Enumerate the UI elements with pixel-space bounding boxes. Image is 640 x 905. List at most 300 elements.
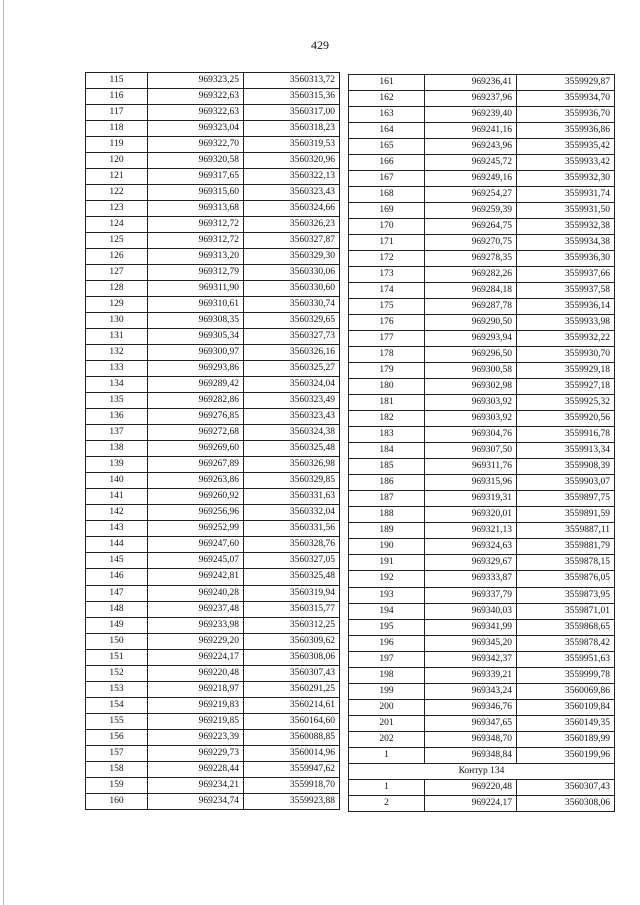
table-row <box>86 169 340 185</box>
x-coordinate-cell: 969303,92 <box>425 395 517 411</box>
x-coordinate-cell: 969254,27 <box>425 187 517 203</box>
point-number-cell: 146 <box>86 569 148 585</box>
table-row <box>86 441 340 457</box>
x-coordinate-cell: 969293,94 <box>425 331 517 347</box>
y-coordinate-cell: 3559925,32 <box>517 395 615 411</box>
y-coordinate-cell: 3560312,25 <box>244 617 340 633</box>
point-number-cell: 125 <box>86 233 148 249</box>
point-number-cell: 202 <box>349 731 425 747</box>
x-coordinate-cell: 969247,60 <box>148 537 244 553</box>
x-coordinate-cell: 969348,84 <box>425 747 517 763</box>
y-coordinate-cell: 3559999,78 <box>517 667 615 683</box>
y-coordinate-cell: 3560323,49 <box>244 393 340 409</box>
table-row <box>86 361 340 377</box>
x-coordinate-cell: 969311,90 <box>148 281 244 297</box>
point-number-cell: 122 <box>86 185 148 201</box>
table-row <box>86 105 340 121</box>
point-number-cell: 160 <box>86 793 148 809</box>
point-number-cell: 183 <box>349 427 425 443</box>
x-coordinate-cell: 969282,86 <box>148 393 244 409</box>
y-coordinate-cell: 3560325,48 <box>244 441 340 457</box>
point-number-cell: 152 <box>86 665 148 681</box>
table-row <box>349 267 615 283</box>
point-number-cell: 159 <box>86 777 148 793</box>
point-number-cell: 141 <box>86 489 148 505</box>
table-row <box>86 617 340 633</box>
table-row <box>86 649 340 665</box>
point-number-cell: 167 <box>349 171 425 187</box>
x-coordinate-cell: 969278,35 <box>425 251 517 267</box>
point-number-cell: 123 <box>86 201 148 217</box>
contour-label: Контур 134 <box>349 763 615 779</box>
x-coordinate-cell: 969322,63 <box>148 105 244 121</box>
point-number-cell: 165 <box>349 139 425 155</box>
x-coordinate-cell: 969237,96 <box>425 91 517 107</box>
x-coordinate-cell: 969229,73 <box>148 745 244 761</box>
table-row <box>349 411 615 427</box>
x-coordinate-cell: 969233,98 <box>148 617 244 633</box>
point-number-cell: 194 <box>349 603 425 619</box>
x-coordinate-cell: 969240,28 <box>148 585 244 601</box>
point-number-cell: 198 <box>349 667 425 683</box>
table-row <box>349 603 615 619</box>
point-number-cell: 166 <box>349 155 425 171</box>
x-coordinate-cell: 969324,63 <box>425 539 517 555</box>
y-coordinate-cell: 3560319,94 <box>244 585 340 601</box>
point-number-cell: 176 <box>349 315 425 331</box>
point-number-cell: 121 <box>86 169 148 185</box>
point-number-cell: 116 <box>86 89 148 105</box>
point-number-cell: 177 <box>349 331 425 347</box>
point-number-cell: 169 <box>349 203 425 219</box>
x-coordinate-cell: 969317,65 <box>148 169 244 185</box>
table-row <box>349 187 615 203</box>
point-number-cell: 131 <box>86 329 148 345</box>
x-coordinate-cell: 969319,31 <box>425 491 517 507</box>
coordinates-table-right-body <box>349 75 615 812</box>
y-coordinate-cell: 3559931,74 <box>517 187 615 203</box>
y-coordinate-cell: 3560332,04 <box>244 505 340 521</box>
y-coordinate-cell: 3560324,38 <box>244 425 340 441</box>
point-number-cell: 182 <box>349 411 425 427</box>
x-coordinate-cell: 969219,83 <box>148 697 244 713</box>
x-coordinate-cell: 969287,78 <box>425 299 517 315</box>
x-coordinate-cell: 969290,50 <box>425 315 517 331</box>
x-coordinate-cell: 969339,21 <box>425 667 517 683</box>
table-row <box>349 379 615 395</box>
point-number-cell: 178 <box>349 347 425 363</box>
y-coordinate-cell: 3560326,98 <box>244 457 340 473</box>
table-row <box>349 427 615 443</box>
y-coordinate-cell: 3560199,96 <box>517 747 615 763</box>
x-coordinate-cell: 969241,16 <box>425 123 517 139</box>
table-row <box>349 139 615 155</box>
point-number-cell: 157 <box>86 745 148 761</box>
x-coordinate-cell: 969296,50 <box>425 347 517 363</box>
point-number-cell: 191 <box>349 555 425 571</box>
y-coordinate-cell: 3560318,23 <box>244 121 340 137</box>
table-row <box>86 233 340 249</box>
y-coordinate-cell: 3560014,96 <box>244 745 340 761</box>
y-coordinate-cell: 3559936,86 <box>517 123 615 139</box>
point-number-cell: 138 <box>86 441 148 457</box>
table-row <box>349 571 615 587</box>
table-row <box>349 347 615 363</box>
y-coordinate-cell: 3559932,22 <box>517 331 615 347</box>
x-coordinate-cell: 969343,24 <box>425 683 517 699</box>
table-row <box>86 697 340 713</box>
x-coordinate-cell: 969310,61 <box>148 297 244 313</box>
y-coordinate-cell: 3560319,53 <box>244 137 340 153</box>
table-row <box>86 681 340 697</box>
point-number-cell: 196 <box>349 635 425 651</box>
y-coordinate-cell: 3560320,96 <box>244 153 340 169</box>
point-number-cell: 180 <box>349 379 425 395</box>
x-coordinate-cell: 969270,75 <box>425 235 517 251</box>
x-coordinate-cell: 969308,35 <box>148 313 244 329</box>
table-row <box>349 123 615 139</box>
table-row <box>86 137 340 153</box>
table-row <box>349 363 615 379</box>
x-coordinate-cell: 969307,50 <box>425 443 517 459</box>
x-coordinate-cell: 969311,76 <box>425 459 517 475</box>
point-number-cell: 1 <box>349 779 425 795</box>
y-coordinate-cell: 3560327,73 <box>244 329 340 345</box>
y-coordinate-cell: 3560323,43 <box>244 409 340 425</box>
table-row <box>349 731 615 747</box>
x-coordinate-cell: 969249,16 <box>425 171 517 187</box>
y-coordinate-cell: 3560214,61 <box>244 697 340 713</box>
x-coordinate-cell: 969304,76 <box>425 427 517 443</box>
x-coordinate-cell: 969272,68 <box>148 425 244 441</box>
point-number-cell: 118 <box>86 121 148 137</box>
page-left-edge-line <box>3 0 4 905</box>
point-number-cell: 185 <box>349 459 425 475</box>
point-number-cell: 130 <box>86 313 148 329</box>
table-row <box>349 395 615 411</box>
x-coordinate-cell: 969234,74 <box>148 793 244 809</box>
point-number-cell: 168 <box>349 187 425 203</box>
point-number-cell: 179 <box>349 363 425 379</box>
point-number-cell: 161 <box>349 75 425 91</box>
y-coordinate-cell: 3559920,56 <box>517 411 615 427</box>
y-coordinate-cell: 3559908,39 <box>517 459 615 475</box>
y-coordinate-cell: 3560324,04 <box>244 377 340 393</box>
table-row <box>86 473 340 489</box>
table-row <box>86 457 340 473</box>
y-coordinate-cell: 3559873,95 <box>517 587 615 603</box>
table-row <box>86 89 340 105</box>
y-coordinate-cell: 3560164,60 <box>244 713 340 729</box>
x-coordinate-cell: 969340,03 <box>425 603 517 619</box>
x-coordinate-cell: 969320,01 <box>425 507 517 523</box>
point-number-cell: 135 <box>86 393 148 409</box>
table-row <box>349 747 615 763</box>
table-row <box>86 121 340 137</box>
point-number-cell: 200 <box>349 699 425 715</box>
table-row <box>86 425 340 441</box>
table-row <box>349 203 615 219</box>
y-coordinate-cell: 3559881,79 <box>517 539 615 555</box>
x-coordinate-cell: 969322,70 <box>148 137 244 153</box>
y-coordinate-cell: 3560325,48 <box>244 569 340 585</box>
page-number: 429 <box>311 38 329 52</box>
x-coordinate-cell: 969337,79 <box>425 587 517 603</box>
x-coordinate-cell: 969237,48 <box>148 601 244 617</box>
y-coordinate-cell: 3559897,75 <box>517 491 615 507</box>
x-coordinate-cell: 969289,42 <box>148 377 244 393</box>
table-row <box>349 555 615 571</box>
y-coordinate-cell: 3560307,43 <box>244 665 340 681</box>
x-coordinate-cell: 969263,86 <box>148 473 244 489</box>
y-coordinate-cell: 3560326,23 <box>244 217 340 233</box>
table-row <box>349 683 615 699</box>
table-row <box>86 201 340 217</box>
x-coordinate-cell: 969345,20 <box>425 635 517 651</box>
point-number-cell: 147 <box>86 585 148 601</box>
point-number-cell: 187 <box>349 491 425 507</box>
table-row <box>349 587 615 603</box>
x-coordinate-cell: 969239,40 <box>425 107 517 123</box>
table-row <box>349 539 615 555</box>
point-number-cell: 174 <box>349 283 425 299</box>
x-coordinate-cell: 969228,44 <box>148 761 244 777</box>
y-coordinate-cell: 3559871,01 <box>517 603 615 619</box>
y-coordinate-cell: 3559947,62 <box>244 761 340 777</box>
point-number-cell: 148 <box>86 601 148 617</box>
y-coordinate-cell: 3559937,66 <box>517 267 615 283</box>
point-number-cell: 188 <box>349 507 425 523</box>
y-coordinate-cell: 3560109,84 <box>517 699 615 715</box>
x-coordinate-cell: 969302,98 <box>425 379 517 395</box>
point-number-cell: 193 <box>349 587 425 603</box>
table-row <box>86 537 340 553</box>
point-number-cell: 142 <box>86 505 148 521</box>
coordinates-table-left <box>85 72 340 810</box>
table-row <box>349 315 615 331</box>
table-row <box>86 665 340 681</box>
y-coordinate-cell: 3560324,66 <box>244 201 340 217</box>
point-number-cell: 156 <box>86 729 148 745</box>
point-number-cell: 150 <box>86 633 148 649</box>
point-number-cell: 143 <box>86 521 148 537</box>
y-coordinate-cell: 3560308,06 <box>517 795 615 811</box>
y-coordinate-cell: 3560069,86 <box>517 683 615 699</box>
y-coordinate-cell: 3560331,63 <box>244 489 340 505</box>
y-coordinate-cell: 3560326,16 <box>244 345 340 361</box>
x-coordinate-cell: 969256,96 <box>148 505 244 521</box>
y-coordinate-cell: 3559929,18 <box>517 363 615 379</box>
table-row <box>86 633 340 649</box>
point-number-cell: 120 <box>86 153 148 169</box>
x-coordinate-cell: 969220,48 <box>425 779 517 795</box>
y-coordinate-cell: 3560331,56 <box>244 521 340 537</box>
y-coordinate-cell: 3559927,18 <box>517 379 615 395</box>
point-number-cell: 126 <box>86 249 148 265</box>
point-number-cell: 149 <box>86 617 148 633</box>
point-number-cell: 153 <box>86 681 148 697</box>
y-coordinate-cell: 3559937,58 <box>517 283 615 299</box>
y-coordinate-cell: 3559891,59 <box>517 507 615 523</box>
y-coordinate-cell: 3559933,42 <box>517 155 615 171</box>
table-row <box>86 217 340 233</box>
y-coordinate-cell: 3560329,30 <box>244 249 340 265</box>
y-coordinate-cell: 3559876,05 <box>517 571 615 587</box>
y-coordinate-cell: 3560307,43 <box>517 779 615 795</box>
table-row <box>86 297 340 313</box>
point-number-cell: 184 <box>349 443 425 459</box>
x-coordinate-cell: 969323,04 <box>148 121 244 137</box>
point-number-cell: 155 <box>86 713 148 729</box>
x-coordinate-cell: 969264,75 <box>425 219 517 235</box>
table-row <box>86 153 340 169</box>
table-row <box>349 459 615 475</box>
table-row <box>86 553 340 569</box>
coordinates-table-right <box>348 74 615 812</box>
point-number-cell: 197 <box>349 651 425 667</box>
point-number-cell: 137 <box>86 425 148 441</box>
x-coordinate-cell: 969284,18 <box>425 283 517 299</box>
y-coordinate-cell: 3559936,70 <box>517 107 615 123</box>
y-coordinate-cell: 3560308,06 <box>244 649 340 665</box>
x-coordinate-cell: 969245,72 <box>425 155 517 171</box>
x-coordinate-cell: 969234,21 <box>148 777 244 793</box>
y-coordinate-cell: 3560330,06 <box>244 265 340 281</box>
point-number-cell: 129 <box>86 297 148 313</box>
x-coordinate-cell: 969300,58 <box>425 363 517 379</box>
y-coordinate-cell: 3560315,36 <box>244 89 340 105</box>
contour-table-row <box>349 795 615 811</box>
table-row <box>86 265 340 281</box>
y-coordinate-cell: 3559916,78 <box>517 427 615 443</box>
y-coordinate-cell: 3560317,00 <box>244 105 340 121</box>
y-coordinate-cell: 3560088,85 <box>244 729 340 745</box>
x-coordinate-cell: 969276,85 <box>148 409 244 425</box>
table-row <box>349 523 615 539</box>
table-row <box>86 793 340 809</box>
point-number-cell: 192 <box>349 571 425 587</box>
contour-table-row <box>349 779 615 795</box>
table-row <box>349 491 615 507</box>
y-coordinate-cell: 3560327,05 <box>244 553 340 569</box>
table-row <box>349 475 615 491</box>
table-row <box>86 185 340 201</box>
point-number-cell: 199 <box>349 683 425 699</box>
point-number-cell: 139 <box>86 457 148 473</box>
point-number-cell: 145 <box>86 553 148 569</box>
table-row <box>349 251 615 267</box>
x-coordinate-cell: 969269,60 <box>148 441 244 457</box>
table-row <box>349 219 615 235</box>
y-coordinate-cell: 3560327,87 <box>244 233 340 249</box>
y-coordinate-cell: 3560328,76 <box>244 537 340 553</box>
table-row <box>349 75 615 91</box>
y-coordinate-cell: 3559878,15 <box>517 555 615 571</box>
x-coordinate-cell: 969236,41 <box>425 75 517 91</box>
x-coordinate-cell: 969300,97 <box>148 345 244 361</box>
x-coordinate-cell: 969219,85 <box>148 713 244 729</box>
y-coordinate-cell: 3559935,42 <box>517 139 615 155</box>
point-number-cell: 124 <box>86 217 148 233</box>
x-coordinate-cell: 969229,20 <box>148 633 244 649</box>
point-number-cell: 195 <box>349 619 425 635</box>
x-coordinate-cell: 969305,34 <box>148 329 244 345</box>
table-row <box>349 171 615 187</box>
y-coordinate-cell: 3559878,42 <box>517 635 615 651</box>
table-row <box>86 409 340 425</box>
table-row <box>86 489 340 505</box>
x-coordinate-cell: 969312,72 <box>148 233 244 249</box>
table-row <box>86 505 340 521</box>
y-coordinate-cell: 3559930,70 <box>517 347 615 363</box>
point-number-cell: 115 <box>86 73 148 89</box>
y-coordinate-cell: 3559951,63 <box>517 651 615 667</box>
table-row <box>349 155 615 171</box>
x-coordinate-cell: 969243,96 <box>425 139 517 155</box>
coordinates-table-left-body <box>86 73 340 810</box>
x-coordinate-cell: 969315,96 <box>425 475 517 491</box>
table-row <box>349 667 615 683</box>
y-coordinate-cell: 3560315,77 <box>244 601 340 617</box>
point-number-cell: 158 <box>86 761 148 777</box>
x-coordinate-cell: 969341,99 <box>425 619 517 635</box>
table-row <box>86 249 340 265</box>
y-coordinate-cell: 3559887,11 <box>517 523 615 539</box>
point-number-cell: 186 <box>349 475 425 491</box>
table-row <box>349 715 615 731</box>
y-coordinate-cell: 3560330,60 <box>244 281 340 297</box>
point-number-cell: 144 <box>86 537 148 553</box>
point-number-cell: 140 <box>86 473 148 489</box>
table-row <box>349 619 615 635</box>
point-number-cell: 119 <box>86 137 148 153</box>
table-row <box>349 443 615 459</box>
y-coordinate-cell: 3560149,35 <box>517 715 615 731</box>
table-row <box>86 761 340 777</box>
y-coordinate-cell: 3560309,62 <box>244 633 340 649</box>
table-row <box>349 507 615 523</box>
point-number-cell: 173 <box>349 267 425 283</box>
x-coordinate-cell: 969322,63 <box>148 89 244 105</box>
point-number-cell: 162 <box>349 91 425 107</box>
point-number-cell: 175 <box>349 299 425 315</box>
x-coordinate-cell: 969313,20 <box>148 249 244 265</box>
x-coordinate-cell: 969245,07 <box>148 553 244 569</box>
y-coordinate-cell: 3559934,70 <box>517 91 615 107</box>
x-coordinate-cell: 969313,68 <box>148 201 244 217</box>
point-number-cell: 133 <box>86 361 148 377</box>
x-coordinate-cell: 969220,48 <box>148 665 244 681</box>
point-number-cell: 2 <box>349 795 425 811</box>
table-row <box>349 107 615 123</box>
y-coordinate-cell: 3560329,65 <box>244 313 340 329</box>
x-coordinate-cell: 969312,72 <box>148 217 244 233</box>
x-coordinate-cell: 969242,81 <box>148 569 244 585</box>
table-row <box>86 345 340 361</box>
x-coordinate-cell: 969346,76 <box>425 699 517 715</box>
table-row <box>86 329 340 345</box>
x-coordinate-cell: 969223,39 <box>148 729 244 745</box>
y-coordinate-cell: 3560330,74 <box>244 297 340 313</box>
table-row <box>86 601 340 617</box>
x-coordinate-cell: 969224,17 <box>148 649 244 665</box>
y-coordinate-cell: 3559923,88 <box>244 793 340 809</box>
y-coordinate-cell: 3559903,07 <box>517 475 615 491</box>
table-row <box>86 713 340 729</box>
point-number-cell: 163 <box>349 107 425 123</box>
y-coordinate-cell: 3559913,34 <box>517 443 615 459</box>
contour-header-row <box>349 763 615 779</box>
